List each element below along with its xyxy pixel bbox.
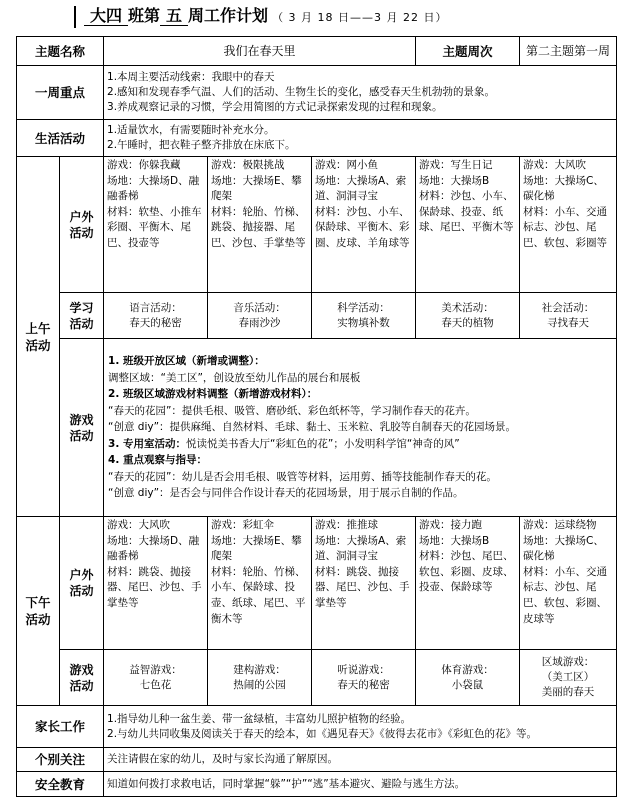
theme-row xyxy=(17,37,617,66)
morning-game-label xyxy=(60,339,104,517)
morning-outdoor-row xyxy=(17,157,617,293)
afternoon-outdoor-game-2: 游戏：彩虹伞 场地：大操场E、攀爬架 材料：轮胎、竹梯、小车、保龄球、投壶、纸球、尾巴、平衡木等 xyxy=(208,517,312,650)
morning-label-text: 上午活动 xyxy=(25,320,51,353)
focus-item: 1.本周主要活动线索：我眼中的春天 xyxy=(107,71,275,83)
week-number: 五 xyxy=(160,6,188,26)
game-paragraph: 调整区域：“美工区”，创设放至幼儿作品的展台和展板 xyxy=(108,371,361,384)
morning-outdoor-game-3: 游戏：网小鱼 场地：大操场A、索道、洞洞寻宝 材料：沙包、小车、保龄球、平衡木、彩圈、皮球、羊角球等 xyxy=(312,157,416,293)
study-activity-3 xyxy=(312,293,416,339)
title-left-bar xyxy=(74,6,76,28)
game-paragraph: 悦读悦美书香大厅“彩虹色的花”；小发明科学馆“神奇的风” xyxy=(185,437,460,450)
morning-outdoor-game-4: 游戏：写生日记 场地：大操场B 材料：沙包、小车、保龄球、投壶、纸球、尾巴、平衡木等 xyxy=(416,157,520,293)
morning-study-label-text: 学习活动 xyxy=(69,300,94,331)
study-type: 社会活动： xyxy=(541,301,595,314)
focus-item: 2.感知和发现春季气温、人们的活动、生物生长的变化，感受春天生机勃勃的景象。 xyxy=(107,86,496,98)
theme-week-value: 第二主题第一周 xyxy=(520,37,617,66)
game-heading-1: 1. 班级开放区域（新增或调整）： xyxy=(108,355,265,368)
morning-study-row xyxy=(17,293,617,339)
afternoon-outdoor-game-4: 游戏：接力跑 场地：大操场B 材料：沙包、尾巴、软包、彩圈、皮球、投壶、保龄球等 xyxy=(416,517,520,650)
morning-game-content xyxy=(104,339,617,517)
date-range: （ 3 月 18 日——3 月 22 日） xyxy=(272,11,448,24)
parents-label: 家长工作 xyxy=(17,706,104,748)
afternoon-outdoor-label-text: 户外活动 xyxy=(69,568,94,598)
individual-row xyxy=(17,748,617,772)
morning-game-row xyxy=(17,339,617,517)
game-paragraph: “创意 diy”：是否会与同伴合作设计春天的花园场景，用于展示自制的作品。 xyxy=(108,487,464,500)
safety-label: 安全教育 xyxy=(17,772,104,797)
afternoon-game-3 xyxy=(312,650,416,706)
afternoon-outdoor-game-5: 游戏：运球绕物 场地：大操场C、碳化梯 材料：小车、交通标志、沙包、尾巴、软包、彩圈、皮球等 xyxy=(520,517,617,650)
morning-outdoor-label xyxy=(60,157,104,293)
focus-row xyxy=(17,66,617,120)
parents-item: 2.与幼儿共同收集及阅读关于春天的绘本，如《遇见春天》《彼得去花市》《彩虹色的花》等。 xyxy=(107,727,538,740)
plan-title xyxy=(0,0,635,36)
theme-name-label: 主题名称 xyxy=(17,37,104,66)
study-activity-5 xyxy=(520,293,617,339)
game-name: 小袋鼠 xyxy=(451,678,484,691)
game-type: 区域游戏： xyxy=(541,656,595,668)
study-name: 春天的秘密 xyxy=(129,316,182,329)
afternoon-game-1 xyxy=(104,650,208,706)
morning-outdoor-label-text: 户外活动 xyxy=(69,209,94,240)
afternoon-label-text: 下午活动 xyxy=(25,595,51,627)
game-name: 美丽的春天 xyxy=(541,686,595,698)
class-word: 班第 xyxy=(128,6,161,25)
study-name: 春雨沙沙 xyxy=(238,316,281,329)
afternoon-outdoor-game-3: 游戏：推推球 场地：大操场A、索道、洞洞寻宝 材料：跳袋、抛接器、尾巴、沙包、手掌垫等 xyxy=(312,517,416,650)
morning-label xyxy=(17,157,60,517)
game-area: （美工区） xyxy=(541,671,595,683)
life-item: 1.适量饮水，有需要随时补充水分。 xyxy=(107,124,275,136)
study-name: 春天的植物 xyxy=(441,316,494,329)
game-paragraph: “春天的花园”：提供毛根、吸管、磨砂纸、彩色纸杯等，学习制作春天的花卉。 xyxy=(108,404,476,417)
afternoon-game-label-text: 游戏活动 xyxy=(69,662,94,693)
life-content xyxy=(104,120,617,157)
study-type: 音乐活动： xyxy=(233,301,286,314)
game-paragraph: “创意 diy”：提供麻绳、自然材料、毛球、黏土、玉米粒、乳胶等自制春天的花园场景。 xyxy=(108,421,517,434)
game-heading-3: 3. 专用室活动： xyxy=(108,437,186,450)
study-type: 语言活动： xyxy=(129,301,182,314)
game-type: 益智游戏： xyxy=(129,663,182,676)
morning-study-label xyxy=(60,293,104,339)
focus-label: 一周重点 xyxy=(17,66,104,120)
parents-content xyxy=(104,706,617,748)
game-paragraph: “春天的花园”：幼儿是否会用毛根、吸管等材料，运用剪、插等技能制作春天的花。 xyxy=(108,470,497,483)
afternoon-outdoor-row xyxy=(17,517,617,650)
safety-content: 知道如何拨打求救电话，同时掌握“躲”“护”“逃”基本避灾、避险与逃生方法。 xyxy=(104,772,617,797)
afternoon-outdoor-game-1: 游戏：大风吹 场地：大操场D、融融番梯 材料：跳袋、抛接器、尾巴、沙包、手掌垫等 xyxy=(104,517,208,650)
study-activity-2 xyxy=(208,293,312,339)
week-plan-table xyxy=(16,36,617,797)
afternoon-game-5 xyxy=(520,650,617,706)
game-heading-4: 4. 重点观察与指导： xyxy=(108,454,207,467)
life-label: 生活活动 xyxy=(17,120,104,157)
game-heading-2: 2. 班级区域游戏材料调整（新增游戏材料）： xyxy=(108,388,318,401)
class-name: 大四 xyxy=(84,6,128,26)
afternoon-label xyxy=(17,517,60,706)
game-type: 听说游戏： xyxy=(337,663,390,676)
life-item: 2.午睡时，把衣鞋子整齐排放在床底下。 xyxy=(107,139,296,151)
afternoon-game-4 xyxy=(416,650,520,706)
afternoon-outdoor-label xyxy=(60,517,104,650)
morning-game-label-text: 游戏活动 xyxy=(69,412,94,443)
study-activity-4 xyxy=(416,293,520,339)
morning-outdoor-game-1: 游戏：你躲我藏 场地：大操场D、融融番梯 材料：软垫、小推车 彩圈、平衡木、尾巴、投壶等 xyxy=(104,157,208,293)
individual-label: 个别关注 xyxy=(17,748,104,772)
morning-outdoor-game-2: 游戏：极限挑战 场地：大操场E、攀爬架 材料：轮胎、竹梯、跳袋、抛接器、尾巴、沙包、手掌垫等 xyxy=(208,157,312,293)
individual-content: 关注请假在家的幼儿，及时与家长沟通了解原因。 xyxy=(104,748,617,772)
focus-item: 3.养成观察记录的习惯，学会用简图的方式记录探索发现的过程和现象。 xyxy=(107,101,443,113)
parents-item: 1.指导幼儿种一盆生姜、带一盆绿植，丰富幼儿照护植物的经验。 xyxy=(107,712,412,725)
afternoon-game-2 xyxy=(208,650,312,706)
game-type: 建构游戏： xyxy=(233,663,286,676)
study-type: 美术活动： xyxy=(441,301,494,314)
game-name: 热闹的公园 xyxy=(233,678,286,691)
theme-name-value: 我们在春天里 xyxy=(104,37,416,66)
life-row xyxy=(17,120,617,157)
afternoon-game-label xyxy=(60,650,104,706)
safety-row xyxy=(17,772,617,797)
study-name: 寻找春天 xyxy=(547,316,590,329)
afternoon-game-row xyxy=(17,650,617,706)
game-name: 春天的秘密 xyxy=(337,678,390,691)
study-activity-1 xyxy=(104,293,208,339)
study-type: 科学活动： xyxy=(337,301,390,314)
morning-outdoor-game-5: 游戏：大风吹 场地：大操场C、碳化梯 材料：小车、交通标志、沙包、尾巴、软包、彩圈等 xyxy=(520,157,617,293)
game-name: 七色花 xyxy=(139,678,172,691)
title-rest: 周工作计划 xyxy=(188,6,269,25)
focus-content xyxy=(104,66,617,120)
theme-week-label: 主题周次 xyxy=(416,37,520,66)
game-type: 体育游戏： xyxy=(441,663,494,676)
parents-row xyxy=(17,706,617,748)
study-name: 实物填补数 xyxy=(337,316,390,329)
